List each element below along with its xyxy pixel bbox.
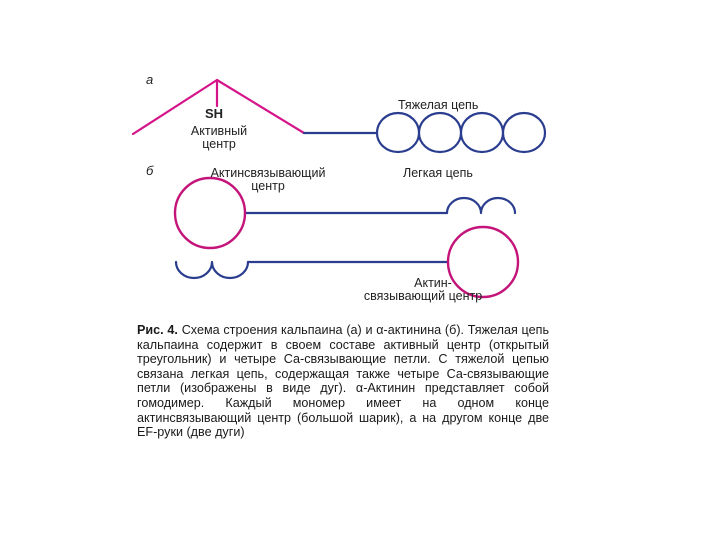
active-center-label-line1: Активный	[190, 124, 248, 138]
actin-binding-top-label-line1: Актинсвязывающий	[210, 166, 326, 180]
sh-label: SH	[205, 106, 224, 121]
light-chain-label: Легкая цепь	[403, 166, 473, 180]
actin-binding-top-label-line2: центр	[251, 179, 285, 193]
heavy-chain-label: Тяжелая цепь	[398, 98, 479, 112]
actinin-bottom-ef-hands	[176, 262, 248, 278]
panel-label-b: б	[146, 163, 154, 178]
actinin-top-ef-hands	[447, 198, 515, 213]
light-chain-loops	[377, 133, 545, 152]
caption-text: Схема строения кальпаина (а) и α-актинина (б). Тяжелая цепь кальпаина содержит в своем составе активный центр (открытый треугольник) и четыре Са-связывающие петли. С тяжелой цепью связана легкая цепь, содержащая также четыре Са-связывающие петли (изображены в виде дуг). α-Актинин представляет собой гомодимер. Каждый мономер имеет на одном конце актинсвязывающий центр (большой шарик), а на другом конце две EF-руки (две дуги)	[137, 323, 550, 440]
actin-binding-bottom-label	[333, 277, 513, 303]
heavy-chain-loops	[377, 113, 545, 133]
actin-binding-top-label	[183, 167, 353, 193]
actin-binding-bottom-label-line1: Актин-	[414, 276, 452, 290]
active-center-label	[183, 125, 255, 151]
actin-binding-bottom-label-line2: связывающий центр	[363, 289, 483, 303]
caption-figure-label: Рис. 4.	[137, 323, 178, 337]
active-center-label-line2: центр	[202, 137, 236, 151]
caption-paragraph	[137, 323, 549, 440]
figure-caption	[137, 323, 549, 440]
panel-label-a: а	[146, 72, 154, 87]
